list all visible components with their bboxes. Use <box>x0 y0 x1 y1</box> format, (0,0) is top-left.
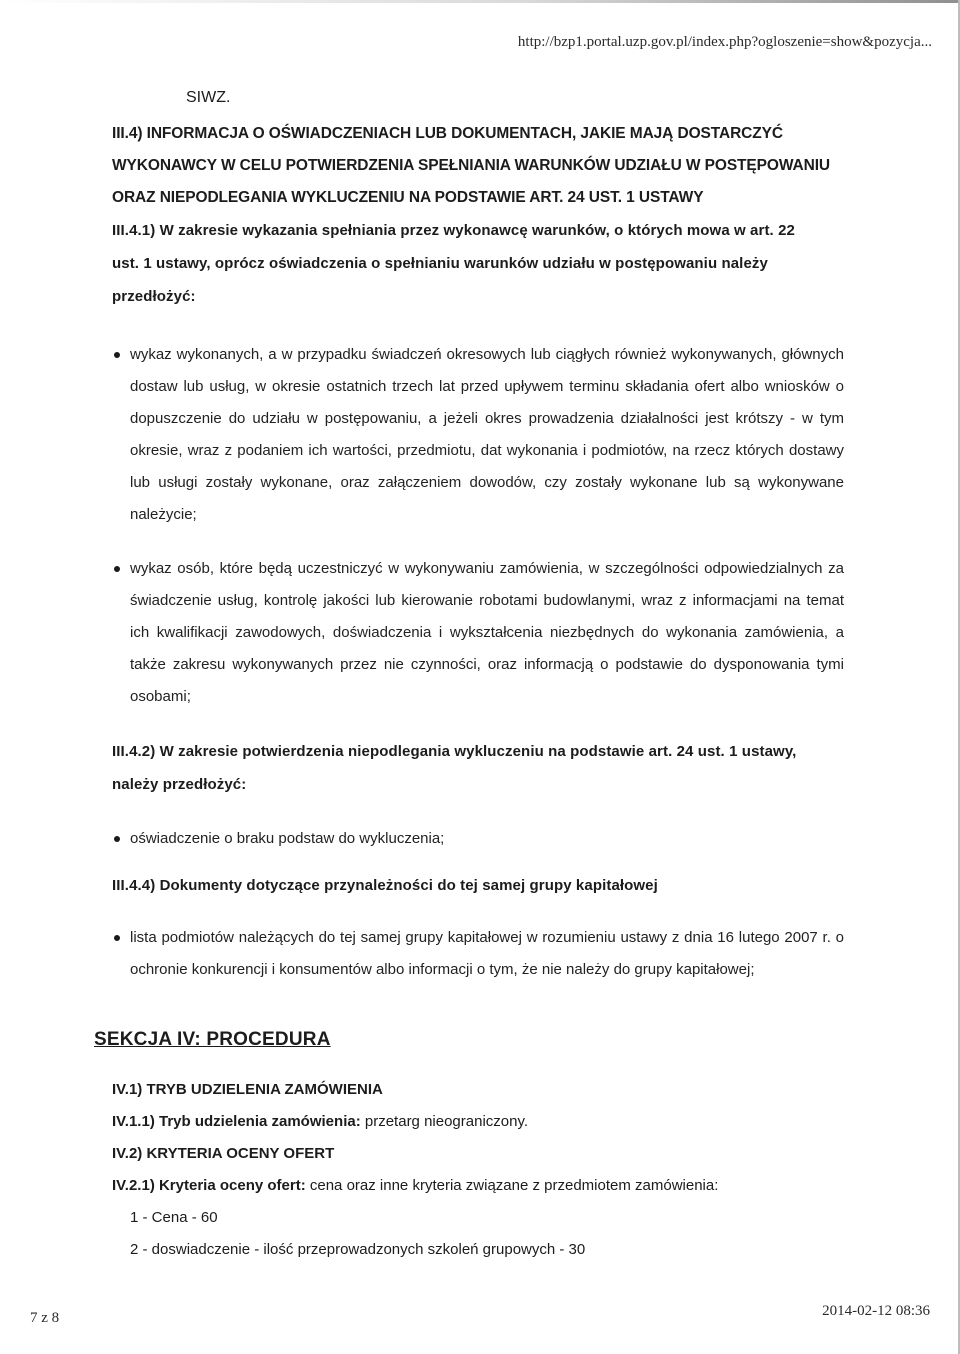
list-item-text: lista podmiotów należących do tej samej grupy kapitałowej w rozumieniu ustawy z dnia 16 lutego 2007 r. o ochronie konkurencji i konsumentów albo informacji o tym, że nie należy do grupy kapitałowej; <box>130 929 844 978</box>
section-iii44-list <box>112 922 844 986</box>
iv1-heading <box>112 1074 844 1106</box>
bullet-dot-icon <box>114 935 120 941</box>
list-item-text: wykaz wykonanych, a w przypadku świadczeń okresowych lub ciągłych również wykonywanych, głównych dostaw lub usług, w okresie ostatnich trzech lat przed upływem terminu składania ofert albo wniosków o dopuszczenie do udziału w postępowaniu, a jeżeli okres prowadzenia działalności jest krótszy - w tym okresie, wraz z podaniem ich wartości, przedmiotu, dat wykonania i podmiotów, na rzecz których dostawy lub usługi zostały wykonane, oraz załączeniem dowodów, czy zostały wykonane lub są wykonywane należycie; <box>130 346 844 523</box>
criteria-item: 2 - doswiadczenie - ilość przeprowadzonych szkoleń grupowych - 30 <box>130 1241 586 1258</box>
list-item <box>112 553 844 713</box>
section-iii41-list <box>112 339 844 531</box>
list-item <box>112 922 844 986</box>
section-iii4-title-line: III.4) INFORMACJA O OŚWIADCZENIACH LUB DOKUMENTACH, JAKIE MAJĄ DOSTARCZYĆ <box>112 125 783 142</box>
iv11-value: przetarg nieograniczony. <box>364 1113 529 1130</box>
section-iii44-heading-line: III.4.4) Dokumenty dotyczące przynależności do tej samej grupy kapitałowej <box>112 877 658 894</box>
section-iii42-heading-line: należy przedłożyć: <box>112 776 247 793</box>
iv21-label: IV.2.1) Kryteria oceny ofert: <box>112 1177 306 1194</box>
siwz-label: SIWZ. <box>186 89 231 106</box>
list-item <box>112 823 844 855</box>
iv2-label: IV.2) KRYTERIA OCENY OFERT <box>112 1145 335 1162</box>
criteria-item: 1 - Cena - 60 <box>130 1209 218 1226</box>
section-iii42-heading-line: III.4.2) W zakresie potwierdzenia niepodlegania wykluczeniu na podstawie art. 24 ust. 1 ustawy, <box>112 743 797 760</box>
section-iii41-heading-line: III.4.1) W zakresie wykazania spełniania przez wykonawcę warunków, o których mowa w art. 22 <box>112 222 795 239</box>
section-iii4-title-line: ORAZ NIEPODLEGANIA WYKLUCZENIU NA PODSTAWIE ART. 24 UST. 1 USTAWY <box>112 189 704 206</box>
iv11-label: IV.1.1) Tryb udzielenia zamówienia: <box>112 1113 361 1130</box>
page-top-edge <box>0 0 960 3</box>
bullet-dot-icon <box>114 836 120 842</box>
iv21-row <box>112 1170 844 1202</box>
section-iii42-heading <box>112 735 844 801</box>
section-iii42-list <box>112 823 844 855</box>
print-datetime: 2014-02-12 08:36 <box>822 1303 930 1319</box>
section-iii41-heading-line: ust. 1 ustawy, oprócz oświadczenia o spełnianiu warunków udziału w postępowaniu należy <box>112 255 768 272</box>
section-iii4-title-line: WYKONAWCY W CELU POTWIERDZENIA SPEŁNIANIA WARUNKÓW UDZIAŁU W POSTĘPOWANIU <box>112 157 831 174</box>
list-item-text: oświadczenie o braku podstaw do wykluczenia; <box>130 830 445 847</box>
section-iii44-heading <box>112 869 844 902</box>
section-iii41-heading-line: przedłożyć: <box>112 288 196 305</box>
section-iii4-title <box>112 118 844 214</box>
iv1-label: IV.1) TRYB UDZIELENIA ZAMÓWIENIA <box>112 1081 383 1098</box>
bullet-dot-icon <box>114 352 120 358</box>
iv2-heading <box>112 1138 844 1170</box>
header-url: http://bzp1.portal.uzp.gov.pl/index.php?ogloszenie=show&pozycja... <box>517 34 932 50</box>
section-iv-title: SEKCJA IV: PROCEDURA <box>94 1029 331 1050</box>
page-number: 7 z 8 <box>30 1310 60 1326</box>
iv21-value: cena oraz inne kryteria związane z przedmiotem zamówienia: <box>309 1177 719 1194</box>
bullet-dot-icon <box>114 566 120 572</box>
iv11-row <box>112 1106 844 1138</box>
list-item-text: wykaz osób, które będą uczestniczyć w wykonywaniu zamówienia, w szczególności odpowiedzialnych za świadczenie usług, kontrolę jakości lub kierowanie robotami budowlanymi, wraz z informacjami na temat ich kwalifikacji zawodowych, doświadczenia i wykształcenia niezbędnych do wykonania zamówienia, a także zakresu wykonywanych przez nie czynności, oraz informacją o podstawie do dysponowania tymi osobami; <box>130 560 844 705</box>
section-iii41-list <box>112 553 844 713</box>
list-item <box>112 339 844 531</box>
document-body <box>94 86 844 1266</box>
section-iii41-heading <box>112 214 844 313</box>
